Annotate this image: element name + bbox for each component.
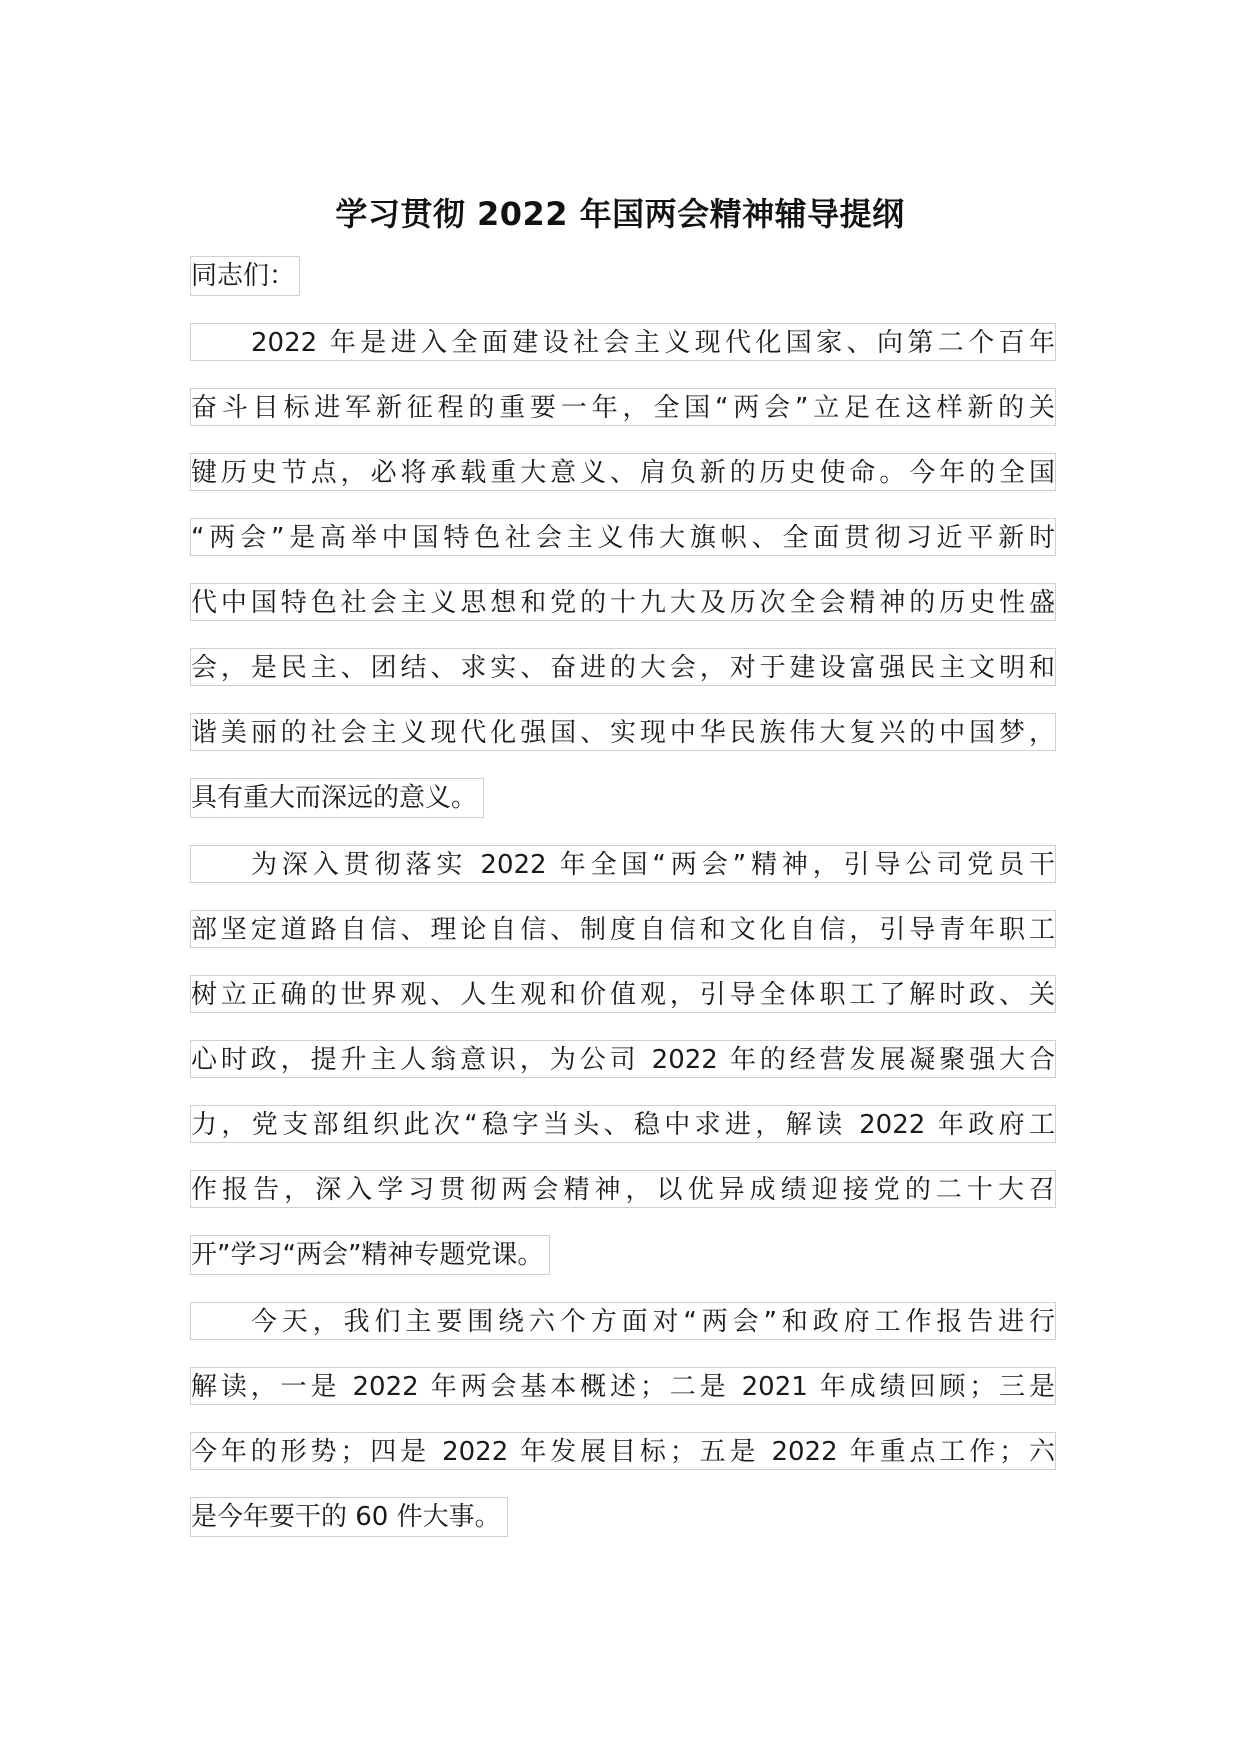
document-body xyxy=(190,256,1056,1564)
paragraph-2 xyxy=(190,845,1056,1275)
paragraph-line: 开”学习“两会”精神专题党课。 xyxy=(190,1235,550,1275)
paragraph-line: 代中国特色社会主义思想和党的十九大及历次全会精神的历史性盛 xyxy=(190,583,1056,621)
paragraph-line: 具有重大而深远的意义。 xyxy=(190,778,484,818)
document-title: 学习贯彻 2022 年国两会精神辅导提纲 xyxy=(335,195,905,233)
paragraph-line: 今年的形势；四是 2022 年发展目标；五是 2022 年重点工作；六 xyxy=(190,1432,1056,1470)
paragraph-line: “两会”是高举中国特色社会主义伟大旗帜、全面贯彻习近平新时 xyxy=(190,518,1056,556)
paragraph-line: 为深入贯彻落实 2022 年全国“两会”精神，引导公司党员干 xyxy=(190,845,1056,883)
paragraph-line: 是今年要干的 60 件大事。 xyxy=(190,1497,508,1537)
paragraph-3 xyxy=(190,1302,1056,1537)
paragraph-line: 键历史节点，必将承载重大意义、肩负新的历史使命。今年的全国 xyxy=(190,453,1056,491)
paragraph-line: 谐美丽的社会主义现代化强国、实现中华民族伟大复兴的中国梦， xyxy=(190,713,1056,751)
paragraph-line: 心时政，提升主人翁意识，为公司 2022 年的经营发展凝聚强大合 xyxy=(190,1040,1056,1078)
paragraph-line: 今天，我们主要围绕六个方面对“两会”和政府工作报告进行 xyxy=(190,1302,1056,1340)
paragraph-1 xyxy=(190,323,1056,818)
paragraph-line: 会，是民主、团结、求实、奋进的大会，对于建设富强民主文明和 xyxy=(190,648,1056,686)
paragraph-line: 2022 年是进入全面建设社会主义现代化国家、向第二个百年 xyxy=(190,323,1056,361)
paragraph-line: 奋斗目标进军新征程的重要一年，全国“两会”立足在这样新的关 xyxy=(190,388,1056,426)
salutation-row xyxy=(190,256,1056,323)
paragraph-line: 部坚定道路自信、理论自信、制度自信和文化自信，引导青年职工 xyxy=(190,910,1056,948)
salutation: 同志们： xyxy=(190,256,300,296)
paragraph-line: 力，党支部组织此次“稳字当头、稳中求进，解读 2022 年政府工 xyxy=(190,1105,1056,1143)
paragraph-line: 解读，一是 2022 年两会基本概述；二是 2021 年成绩回顾；三是 xyxy=(190,1367,1056,1405)
paragraph-line: 树立正确的世界观、人生观和价值观，引导全体职工了解时政、关 xyxy=(190,975,1056,1013)
paragraph-line: 作报告，深入学习贯彻两会精神，以优异成绩迎接党的二十大召 xyxy=(190,1170,1056,1208)
